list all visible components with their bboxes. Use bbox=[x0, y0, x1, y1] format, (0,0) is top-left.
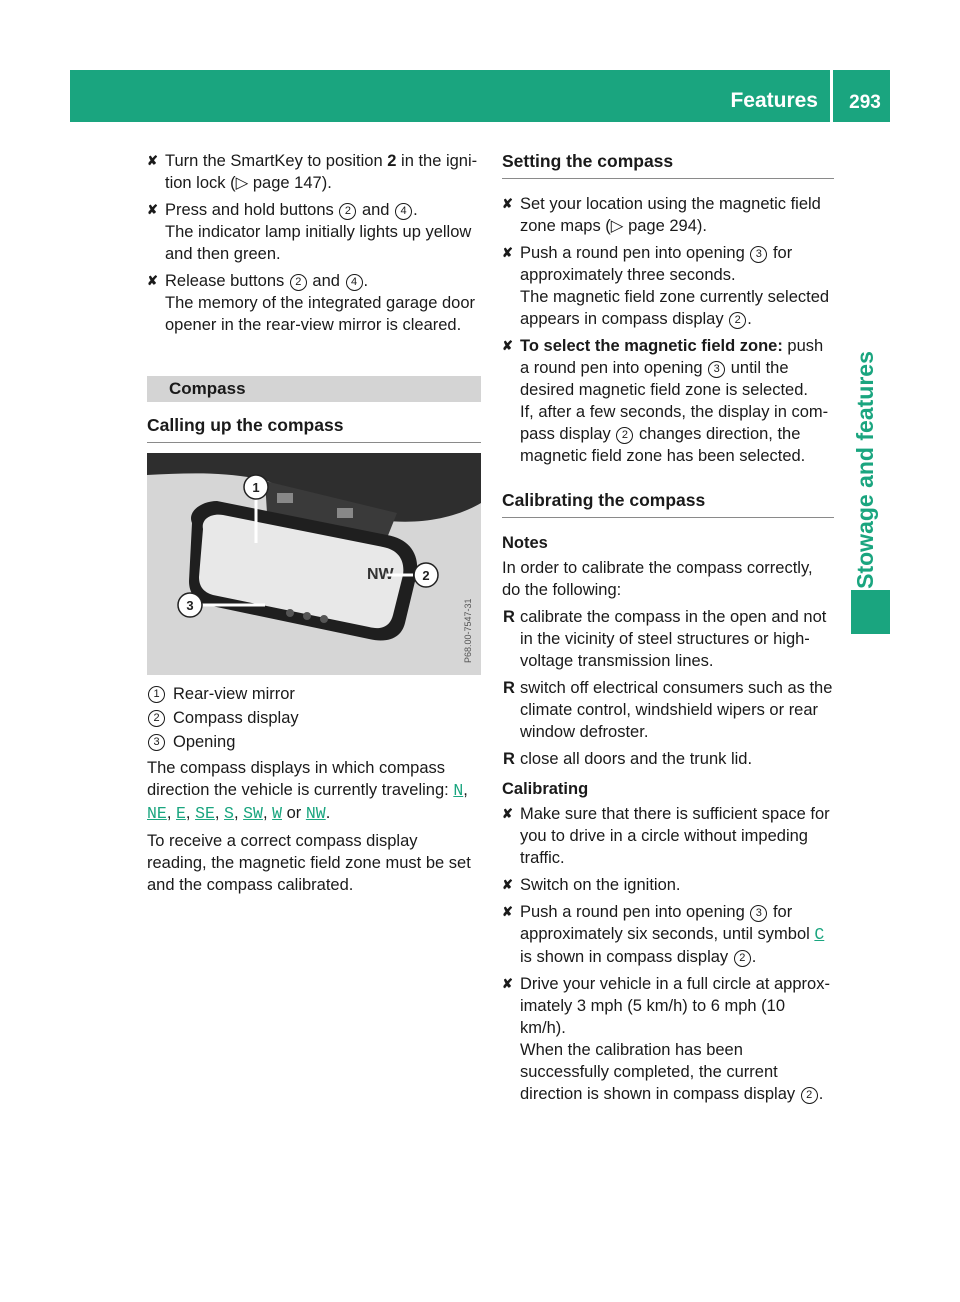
legend bbox=[147, 683, 481, 753]
arrow-icon: ✘ bbox=[502, 904, 513, 919]
arrow-icon: ✘ bbox=[502, 976, 513, 991]
figure-code: P68.00-7547-31 bbox=[463, 598, 473, 663]
arrow-icon: ✘ bbox=[502, 338, 513, 353]
direction-n: N bbox=[453, 781, 464, 800]
bullet-icon: R bbox=[503, 750, 515, 768]
calibration-symbol: C bbox=[814, 925, 825, 944]
direction-e: E bbox=[175, 804, 186, 823]
step-ignition: ✘ Switch on the ignition. bbox=[502, 876, 681, 894]
arrow-icon: ✘ bbox=[147, 202, 158, 217]
callout-1: 1 bbox=[252, 480, 260, 495]
section-title: Features bbox=[730, 89, 818, 112]
direction-nw: NW bbox=[305, 804, 326, 823]
arrow-icon: ✘ bbox=[147, 153, 158, 168]
side-tab-marker bbox=[851, 590, 890, 634]
calling-heading: Calling up the compass bbox=[147, 414, 481, 443]
arrow-icon: ✘ bbox=[147, 273, 158, 288]
header-divider bbox=[830, 70, 833, 122]
left-column bbox=[147, 150, 481, 896]
compass-heading: Compass bbox=[147, 376, 481, 402]
direction-s: S bbox=[224, 804, 234, 823]
note-bullet: R close all doors and the trunk lid. bbox=[503, 750, 753, 768]
mirror-illustration bbox=[147, 453, 481, 675]
step-turn-key: ✘ Turn the SmartKey to position 2 in the igni-tion lock (▷ page 147). bbox=[147, 152, 478, 192]
step-space: ✘ Make sure that there is sufficient space for you to drive in a circle without impeding traffic. bbox=[502, 805, 830, 867]
step-press-hold: ✘ Press and hold buttons 2 and 4 . The indicator lamp initially lights up yellow and then green. bbox=[147, 201, 472, 263]
calibrating-heading: Calibrating the compass bbox=[502, 489, 834, 518]
step-select-zone: ✘ To select the magnetic field zone: push a round pen into opening 3 until the desired magnetic field zone is selected. If, after a few seconds, the display in com-pass display 2 changes direction, the magnetic field zone has been selected. bbox=[502, 337, 829, 465]
step-release: ✘ Release buttons 2 and 4 . The memory of the integrated garage door opener in the rear-view mirror is cleared. bbox=[147, 272, 476, 334]
direction-ne: NE bbox=[147, 804, 167, 823]
direction-sw: SW bbox=[243, 804, 263, 823]
setting-heading: Setting the compass bbox=[502, 150, 834, 179]
arrow-icon: ✘ bbox=[502, 245, 513, 260]
legend-item: 3 Opening bbox=[147, 731, 481, 753]
directions-paragraph: The compass displays in which compass direction the vehicle is currently traveling: N, NE, E, SE, S, SW, W or NW. bbox=[147, 759, 468, 823]
bullet-icon: R bbox=[503, 608, 515, 626]
arrow-icon: ✘ bbox=[502, 806, 513, 821]
note-bullet: R calibrate the compass in the open and not in the vicinity of steel structures or high-voltage transmission lines. bbox=[503, 608, 827, 670]
notes-heading: Notes bbox=[502, 534, 548, 552]
mirror-display-text: NW bbox=[367, 566, 394, 583]
page-number: 293 bbox=[849, 92, 881, 113]
legend-item: 1 Rear-view mirror bbox=[147, 683, 481, 705]
direction-w: W bbox=[272, 804, 283, 823]
notes-intro: In order to calibrate the compass correctly, do the following: bbox=[502, 559, 813, 599]
callout-2: 2 bbox=[422, 568, 430, 583]
side-tab-label: Stowage and features bbox=[852, 351, 878, 589]
direction-se: SE bbox=[195, 804, 215, 823]
step-push-pen: ✘ Push a round pen into opening 3 for approximately three seconds. The magnetic field zone currently selected appears in compass display 2 . bbox=[502, 244, 830, 328]
note-bullet: R switch off electrical consumers such as the climate control, windshield wipers or rear window defroster. bbox=[503, 679, 833, 741]
step-set-location: ✘ Set your location using the magnetic field zone maps (▷ page 294). bbox=[502, 195, 821, 235]
right-column bbox=[502, 150, 834, 1110]
receive-paragraph: To receive a correct compass display reading, the magnetic field zone must be set and the compass calibrated. bbox=[147, 832, 471, 894]
callout-3: 3 bbox=[186, 598, 194, 613]
legend-item: 2 Compass display bbox=[147, 707, 481, 729]
arrow-icon: ✘ bbox=[502, 196, 513, 211]
step-drive-circle: ✘ Drive your vehicle in a full circle at approx-imately 3 mph (5 km/h) to 6 mph (10 km/h). When the calibration has been successfully completed, the current direction is shown in compass display 2 . bbox=[502, 975, 830, 1103]
arrow-icon: ✘ bbox=[502, 877, 513, 892]
mirror-photo bbox=[147, 453, 481, 675]
step-push-six-seconds: ✘ Push a round pen into opening 3 for approximately six seconds, until symbol C is shown in compass display 2 . bbox=[502, 903, 825, 966]
calibrating-subheading: Calibrating bbox=[502, 780, 589, 798]
bullet-icon: R bbox=[503, 679, 515, 697]
